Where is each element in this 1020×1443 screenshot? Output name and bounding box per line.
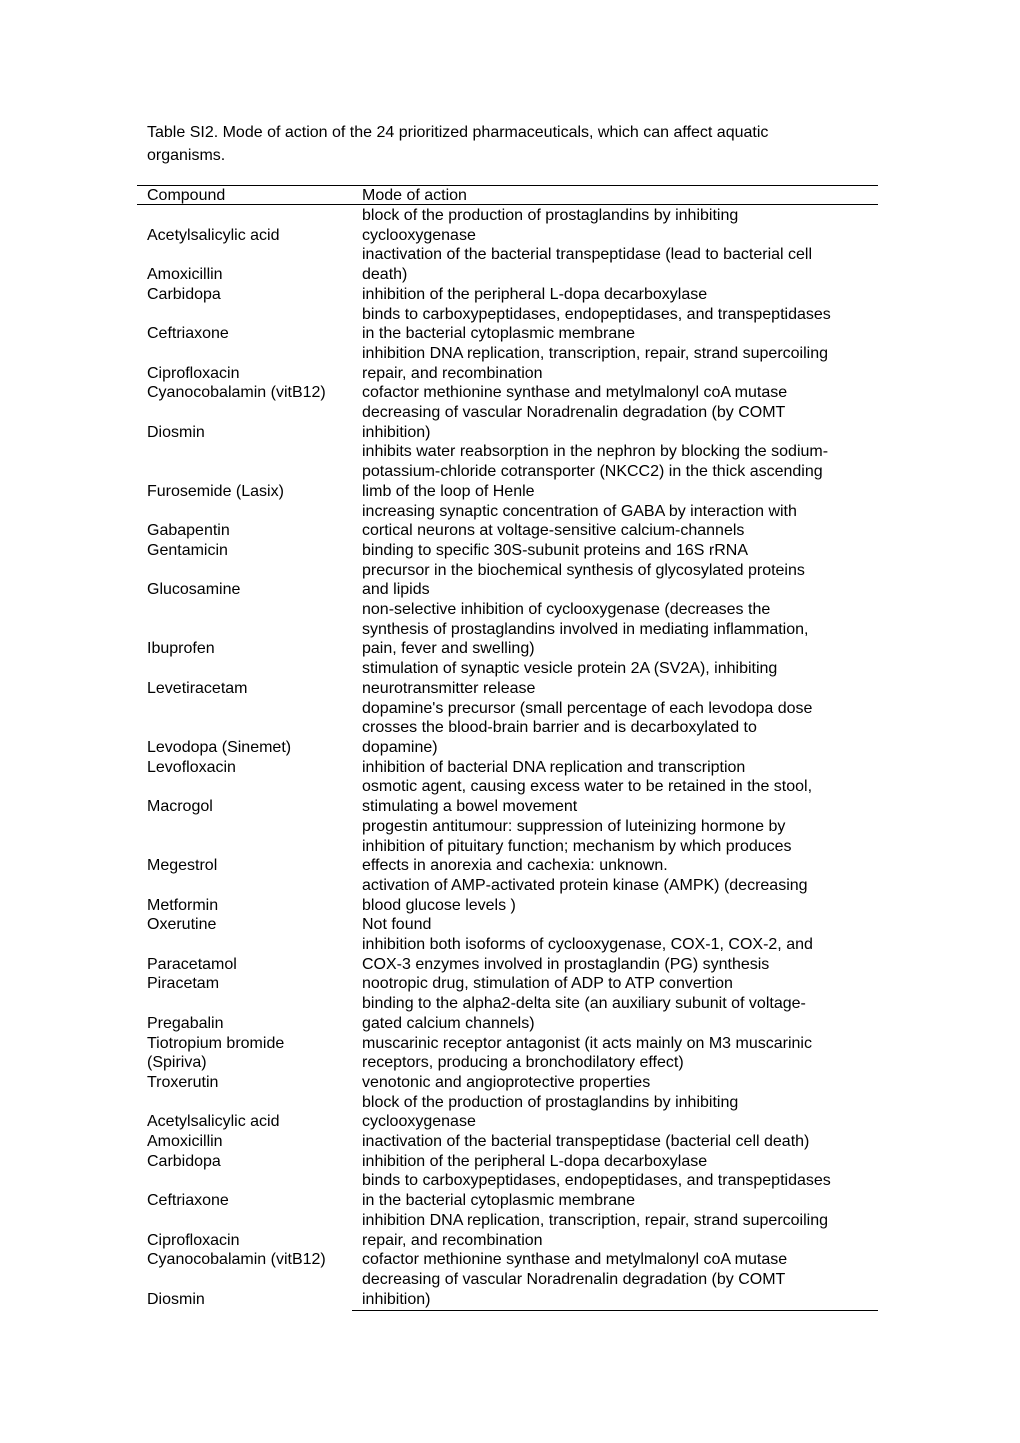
compound-cell: Macrogol — [147, 798, 213, 816]
compound-cell: Acetylsalicylic acid — [147, 226, 280, 244]
header-mode-of-action: Mode of action — [362, 187, 467, 204]
mode-of-action-cell: inhibition DNA replication, transcription, repair, strand supercoiling repair, and recombination — [362, 1211, 829, 1249]
table-row — [137, 206, 878, 245]
table-row — [137, 758, 878, 778]
table-row — [137, 817, 878, 876]
mode-of-action-cell: inhibition both isoforms of cyclooxygenase, COX-1, COX-2, and COX-3 enzymes involved in prostaglandin (PG) synthesis — [362, 936, 813, 973]
table-row — [137, 1270, 878, 1309]
mode-of-action-cell: venotonic and angioprotective properties — [362, 1073, 651, 1091]
compound-cell: Cyanocobalamin (vitB12) — [147, 384, 326, 402]
table-row — [137, 1132, 878, 1152]
mode-of-action-cell: muscarinic receptor antagonist (it acts mainly on M3 muscarinic receptors, producing a bronchodilatory effect) — [362, 1034, 812, 1072]
table-row — [137, 1250, 878, 1270]
mode-of-action-cell: binding to the alpha2-delta site (an auxiliary subunit of voltage- gated calcium channels) — [362, 995, 806, 1032]
compound-cell: Levodopa (Sinemet) — [147, 738, 292, 756]
compound-cell: Ceftriaxone — [147, 325, 229, 343]
compound-cell: Cyanocobalamin (vitB12) — [147, 1251, 326, 1269]
compound-cell: Levofloxacin — [147, 758, 236, 776]
table-row — [137, 1171, 878, 1210]
mode-of-action-cell: cofactor methionine synthase and metylmalonyl coA mutase — [362, 384, 788, 402]
compound-cell: Amoxicillin — [147, 1133, 223, 1151]
mode-of-action-cell: stimulation of synaptic vesicle protein 2A (SV2A), inhibiting neurotransmitter release — [362, 660, 778, 697]
table-row — [137, 383, 878, 403]
table-header-rule — [137, 204, 878, 205]
mode-of-action-cell: inhibition DNA replication, transcription, repair, strand supercoiling repair, and recombination — [362, 344, 829, 382]
mode-of-action-cell: inhibition of the peripheral L-dopa decarboxylase — [362, 1152, 708, 1170]
mode-of-action-cell: Not found — [362, 916, 432, 934]
table-row — [137, 502, 878, 541]
compound-cell: Diosmin — [147, 423, 205, 441]
compound-cell: Glucosamine — [147, 581, 241, 599]
mode-of-action-cell: inactivation of the bacterial transpeptidase (lead to bacterial cell death) — [362, 246, 813, 284]
mode-of-action-cell: binds to carboxypeptidases, endopeptidases, and transpeptidases in the bacterial cytoplasmic membrane — [362, 305, 831, 343]
table-row — [137, 1034, 878, 1073]
compound-cell: Carbidopa — [147, 1152, 221, 1170]
mode-of-action-cell: inhibition of the peripheral L-dopa decarboxylase — [362, 285, 708, 303]
mode-of-action-cell: block of the production of prostaglandins by inhibiting cyclooxygenase — [362, 207, 739, 244]
mode-of-action-cell: cofactor methionine synthase and metylmalonyl coA mutase — [362, 1251, 788, 1269]
table-row — [137, 659, 878, 698]
compound-cell: Pregabalin — [147, 1014, 224, 1032]
table-row — [137, 1093, 878, 1132]
compound-cell: Oxerutine — [147, 916, 217, 934]
compound-cell: Ciprofloxacin — [147, 1231, 240, 1249]
mode-of-action-cell: decreasing of vascular Noradrenalin degradation (by COMT inhibition) — [362, 1270, 786, 1308]
mode-of-action-cell: inhibits water reabsorption in the nephron by blocking the sodium- potassium-chloride cotransporter (NKCC2) in the thick ascending limb of the loop of Henle — [362, 443, 829, 500]
table-row — [137, 699, 878, 758]
table-header-row — [137, 186, 878, 205]
mode-of-action-cell: progestin antitumour: suppression of luteinizing hormone by inhibition of pituitary function; mechanism by which produces effects in anorexia and cachexia: unknown. — [362, 817, 792, 875]
table-caption: Table SI2. Mode of action of the 24 prioritized pharmaceuticals, which can affect aquatic organisms. — [147, 124, 769, 164]
table-row — [137, 403, 878, 442]
compound-cell: Ciprofloxacin — [147, 364, 240, 382]
compound-cell: Ibuprofen — [147, 640, 215, 658]
table-row — [137, 561, 878, 600]
table-row — [137, 442, 878, 501]
compound-cell: Paracetamol — [147, 955, 237, 973]
mode-of-action-cell: inactivation of the bacterial transpeptidase (bacterial cell death) — [362, 1133, 810, 1151]
compound-cell: Acetylsalicylic acid — [147, 1113, 280, 1131]
compound-cell: Gentamicin — [147, 541, 228, 559]
mode-of-action-cell: block of the production of prostaglandins by inhibiting cyclooxygenase — [362, 1093, 739, 1131]
table-row — [137, 876, 878, 915]
mode-of-action-cell: increasing synaptic concentration of GABA by interaction with cortical neurons at voltage-sensitive calcium-channels — [362, 502, 797, 540]
table-row — [137, 1211, 878, 1250]
table-row — [137, 994, 878, 1033]
compound-cell: Tiotropium bromide (Spiriva) — [147, 1034, 285, 1072]
mode-of-action-cell: activation of AMP-activated protein kinase (AMPK) (decreasing blood glucose levels ) — [362, 876, 808, 914]
mode-of-action-cell: precursor in the biochemical synthesis of glycosylated proteins and lipids — [362, 561, 805, 599]
mode-of-action-cell: decreasing of vascular Noradrenalin degradation (by COMT inhibition) — [362, 404, 786, 441]
table-bottom-rule — [352, 1310, 878, 1311]
compound-cell: Metformin — [147, 896, 219, 914]
table-body — [137, 206, 878, 1309]
table-row — [137, 285, 878, 305]
compound-cell: Troxerutin — [147, 1073, 219, 1091]
table-row — [137, 245, 878, 284]
table-row — [137, 1073, 878, 1093]
table-row — [137, 600, 878, 659]
header-compound: Compound — [147, 187, 226, 204]
compound-cell: Ceftriaxone — [147, 1192, 229, 1210]
table-row — [137, 777, 878, 816]
table-row — [137, 344, 878, 383]
table-row — [137, 1152, 878, 1172]
compound-cell: Furosemide (Lasix) — [147, 482, 284, 500]
mode-of-action-cell: binding to specific 30S-subunit proteins and 16S rRNA — [362, 541, 748, 559]
mode-of-action-cell: inhibition of bacterial DNA replication and transcription — [362, 758, 746, 776]
compound-cell: Amoxicillin — [147, 266, 223, 284]
table-row — [137, 915, 878, 935]
mode-of-action-cell: nootropic drug, stimulation of ADP to ATP convertion — [362, 975, 733, 993]
mode-of-action-cell: binds to carboxypeptidases, endopeptidases, and transpeptidases in the bacterial cytoplasmic membrane — [362, 1172, 831, 1210]
mode-of-action-cell: osmotic agent, causing excess water to be retained in the stool, stimulating a bowel movement — [362, 778, 813, 816]
compound-cell: Levetiracetam — [147, 679, 248, 697]
compound-cell: Piracetam — [147, 975, 220, 993]
compound-cell: Megestrol — [147, 857, 218, 875]
mode-of-action-cell: non-selective inhibition of cyclooxygenase (decreases the synthesis of prostaglandins involved in mediating inflammation, pain, fever and swelling) — [362, 601, 809, 658]
compound-cell: Carbidopa — [147, 285, 221, 303]
compound-cell: Gabapentin — [147, 522, 230, 540]
table-row — [137, 541, 878, 561]
table-row — [137, 974, 878, 994]
compound-cell: Diosmin — [147, 1290, 205, 1308]
table-row — [137, 305, 878, 344]
table-row — [137, 935, 878, 974]
mode-of-action-cell: dopamine's precursor (small percentage of each levodopa dose crosses the blood-brain barrier and is decarboxylated to dopamine) — [362, 699, 813, 756]
